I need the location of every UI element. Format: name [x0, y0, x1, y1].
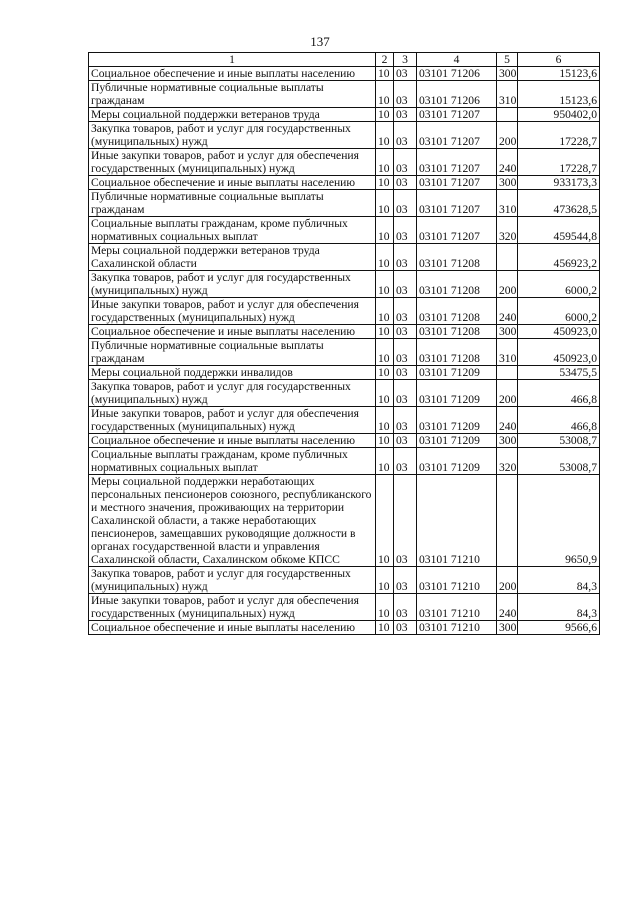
target-article-cell: 03101 71206 — [417, 81, 497, 108]
expense-type-cell: 300 — [497, 434, 518, 448]
subsection-code-cell: 03 — [394, 475, 417, 567]
section-code-cell: 10 — [376, 448, 394, 475]
target-article-cell: 03101 71206 — [417, 67, 497, 81]
section-code-cell: 10 — [376, 339, 394, 366]
target-article-cell: 03101 71209 — [417, 434, 497, 448]
expense-type-cell: 200 — [497, 567, 518, 594]
subsection-code-cell: 03 — [394, 434, 417, 448]
subsection-code-cell: 03 — [394, 149, 417, 176]
target-article-cell: 03101 71208 — [417, 244, 497, 271]
target-article-cell: 03101 71210 — [417, 475, 497, 567]
target-article-cell: 03101 71210 — [417, 567, 497, 594]
expense-type-cell — [497, 366, 518, 380]
expense-type-cell: 310 — [497, 81, 518, 108]
table-row — [89, 448, 600, 475]
column-header: 4 — [417, 53, 497, 67]
expense-name-cell: Публичные нормативные социальные выплаты гражданам — [89, 190, 376, 217]
expense-type-cell: 300 — [497, 325, 518, 339]
section-code-cell: 10 — [376, 271, 394, 298]
expense-name-cell: Публичные нормативные социальные выплаты гражданам — [89, 81, 376, 108]
expense-name-cell: Меры социальной поддержки ветеранов труда — [89, 108, 376, 122]
section-code-cell: 10 — [376, 217, 394, 244]
section-code-cell: 10 — [376, 81, 394, 108]
column-header: 5 — [497, 53, 518, 67]
expense-type-cell: 320 — [497, 217, 518, 244]
expense-type-cell: 320 — [497, 448, 518, 475]
amount-cell: 15123,6 — [518, 67, 600, 81]
expense-type-cell — [497, 475, 518, 567]
subsection-code-cell: 03 — [394, 122, 417, 149]
target-article-cell: 03101 71208 — [417, 339, 497, 366]
target-article-cell: 03101 71207 — [417, 176, 497, 190]
target-article-cell: 03101 71207 — [417, 217, 497, 244]
table-row — [89, 621, 600, 635]
subsection-code-cell: 03 — [394, 271, 417, 298]
subsection-code-cell: 03 — [394, 366, 417, 380]
expense-name-cell: Иные закупки товаров, работ и услуг для обеспечения государственных (муниципальных) нужд — [89, 298, 376, 325]
amount-cell: 933173,3 — [518, 176, 600, 190]
table-row — [89, 190, 600, 217]
target-article-cell: 03101 71208 — [417, 325, 497, 339]
expense-name-cell: Социальные выплаты гражданам, кроме публичных нормативных социальных выплат — [89, 448, 376, 475]
section-code-cell: 10 — [376, 325, 394, 339]
target-article-cell: 03101 71207 — [417, 122, 497, 149]
target-article-cell: 03101 71210 — [417, 621, 497, 635]
section-code-cell: 10 — [376, 380, 394, 407]
table-row — [89, 271, 600, 298]
section-code-cell: 10 — [376, 594, 394, 621]
expense-name-cell: Закупка товаров, работ и услуг для государственных (муниципальных) нужд — [89, 271, 376, 298]
amount-cell: 6000,2 — [518, 298, 600, 325]
subsection-code-cell: 03 — [394, 325, 417, 339]
section-code-cell: 10 — [376, 475, 394, 567]
subsection-code-cell: 03 — [394, 567, 417, 594]
amount-cell: 53008,7 — [518, 434, 600, 448]
amount-cell: 53475,5 — [518, 366, 600, 380]
expense-type-cell — [497, 244, 518, 271]
amount-cell: 84,3 — [518, 594, 600, 621]
table-row — [89, 380, 600, 407]
table-row — [89, 475, 600, 567]
target-article-cell: 03101 71210 — [417, 594, 497, 621]
subsection-code-cell: 03 — [394, 407, 417, 434]
column-header: 6 — [518, 53, 600, 67]
expense-type-cell: 300 — [497, 176, 518, 190]
expense-type-cell: 240 — [497, 594, 518, 621]
target-article-cell: 03101 71209 — [417, 366, 497, 380]
table-row — [89, 339, 600, 366]
expense-name-cell: Меры социальной поддержки инвалидов — [89, 366, 376, 380]
amount-cell: 15123,6 — [518, 81, 600, 108]
target-article-cell: 03101 71209 — [417, 407, 497, 434]
expense-name-cell: Публичные нормативные социальные выплаты гражданам — [89, 339, 376, 366]
subsection-code-cell: 03 — [394, 108, 417, 122]
table-row — [89, 298, 600, 325]
amount-cell: 450923,0 — [518, 325, 600, 339]
section-code-cell: 10 — [376, 567, 394, 594]
expense-name-cell: Меры социальной поддержки неработающих персональных пенсионеров союзного, республиканского и местного значения, проживающих на территории Сахалинской области, а также неработающих пенсионеров, замещавших руководящие должности в органах государственной власти и управления Сахалинской области, Сахалинском обкоме КПСС — [89, 475, 376, 567]
amount-cell: 9650,9 — [518, 475, 600, 567]
section-code-cell: 10 — [376, 149, 394, 176]
expense-type-cell: 310 — [497, 339, 518, 366]
expense-name-cell: Закупка товаров, работ и услуг для государственных (муниципальных) нужд — [89, 567, 376, 594]
section-code-cell: 10 — [376, 298, 394, 325]
expense-type-cell: 240 — [497, 149, 518, 176]
expense-type-cell: 200 — [497, 380, 518, 407]
expense-type-cell: 310 — [497, 190, 518, 217]
expense-name-cell: Закупка товаров, работ и услуг для государственных (муниципальных) нужд — [89, 122, 376, 149]
table-row — [89, 176, 600, 190]
section-code-cell: 10 — [376, 108, 394, 122]
subsection-code-cell: 03 — [394, 67, 417, 81]
table-header-row — [89, 53, 600, 67]
amount-cell: 17228,7 — [518, 149, 600, 176]
expense-name-cell: Закупка товаров, работ и услуг для государственных (муниципальных) нужд — [89, 380, 376, 407]
amount-cell: 466,8 — [518, 380, 600, 407]
subsection-code-cell: 03 — [394, 594, 417, 621]
table-row — [89, 366, 600, 380]
target-article-cell: 03101 71207 — [417, 190, 497, 217]
expense-type-cell — [497, 108, 518, 122]
subsection-code-cell: 03 — [394, 244, 417, 271]
section-code-cell: 10 — [376, 366, 394, 380]
amount-cell: 53008,7 — [518, 448, 600, 475]
subsection-code-cell: 03 — [394, 298, 417, 325]
table-row — [89, 122, 600, 149]
section-code-cell: 10 — [376, 176, 394, 190]
page-number: 137 — [310, 34, 330, 49]
table-row — [89, 407, 600, 434]
amount-cell: 9566,6 — [518, 621, 600, 635]
table-row — [89, 594, 600, 621]
amount-cell: 450923,0 — [518, 339, 600, 366]
target-article-cell: 03101 71207 — [417, 149, 497, 176]
amount-cell: 17228,7 — [518, 122, 600, 149]
table-row — [89, 434, 600, 448]
subsection-code-cell: 03 — [394, 176, 417, 190]
expense-name-cell: Социальное обеспечение и иные выплаты населению — [89, 67, 376, 81]
target-article-cell: 03101 71208 — [417, 298, 497, 325]
subsection-code-cell: 03 — [394, 217, 417, 244]
expense-name-cell: Социальное обеспечение и иные выплаты населению — [89, 176, 376, 190]
table-row — [89, 217, 600, 244]
expense-type-cell: 300 — [497, 67, 518, 81]
subsection-code-cell: 03 — [394, 380, 417, 407]
section-code-cell: 10 — [376, 621, 394, 635]
table-row — [89, 81, 600, 108]
amount-cell: 84,3 — [518, 567, 600, 594]
column-header: 2 — [376, 53, 394, 67]
section-code-cell: 10 — [376, 407, 394, 434]
expense-name-cell: Иные закупки товаров, работ и услуг для обеспечения государственных (муниципальных) нужд — [89, 407, 376, 434]
table-row — [89, 108, 600, 122]
subsection-code-cell: 03 — [394, 621, 417, 635]
expense-name-cell: Иные закупки товаров, работ и услуг для обеспечения государственных (муниципальных) нужд — [89, 594, 376, 621]
amount-cell: 459544,8 — [518, 217, 600, 244]
column-header: 1 — [89, 53, 376, 67]
subsection-code-cell: 03 — [394, 448, 417, 475]
amount-cell: 466,8 — [518, 407, 600, 434]
expense-name-cell: Меры социальной поддержки ветеранов труда Сахалинской области — [89, 244, 376, 271]
subsection-code-cell: 03 — [394, 81, 417, 108]
section-code-cell: 10 — [376, 244, 394, 271]
expense-name-cell: Социальные выплаты гражданам, кроме публичных нормативных социальных выплат — [89, 217, 376, 244]
target-article-cell: 03101 71208 — [417, 271, 497, 298]
target-article-cell: 03101 71207 — [417, 108, 497, 122]
table-row — [89, 67, 600, 81]
expense-name-cell: Социальное обеспечение и иные выплаты населению — [89, 434, 376, 448]
target-article-cell: 03101 71209 — [417, 380, 497, 407]
budget-table — [88, 52, 600, 635]
expense-type-cell: 200 — [497, 122, 518, 149]
table-row — [89, 149, 600, 176]
expense-type-cell: 240 — [497, 407, 518, 434]
amount-cell: 473628,5 — [518, 190, 600, 217]
section-code-cell: 10 — [376, 434, 394, 448]
section-code-cell: 10 — [376, 122, 394, 149]
subsection-code-cell: 03 — [394, 339, 417, 366]
expense-name-cell: Иные закупки товаров, работ и услуг для обеспечения государственных (муниципальных) нужд — [89, 149, 376, 176]
section-code-cell: 10 — [376, 67, 394, 81]
table-row — [89, 244, 600, 271]
expense-name-cell: Социальное обеспечение и иные выплаты населению — [89, 325, 376, 339]
target-article-cell: 03101 71209 — [417, 448, 497, 475]
table-row — [89, 325, 600, 339]
column-header: 3 — [394, 53, 417, 67]
expense-type-cell: 200 — [497, 271, 518, 298]
expense-name-cell: Социальное обеспечение и иные выплаты населению — [89, 621, 376, 635]
subsection-code-cell: 03 — [394, 190, 417, 217]
table-row — [89, 567, 600, 594]
amount-cell: 950402,0 — [518, 108, 600, 122]
amount-cell: 456923,2 — [518, 244, 600, 271]
expense-type-cell: 300 — [497, 621, 518, 635]
section-code-cell: 10 — [376, 190, 394, 217]
amount-cell: 6000,2 — [518, 271, 600, 298]
expense-type-cell: 240 — [497, 298, 518, 325]
